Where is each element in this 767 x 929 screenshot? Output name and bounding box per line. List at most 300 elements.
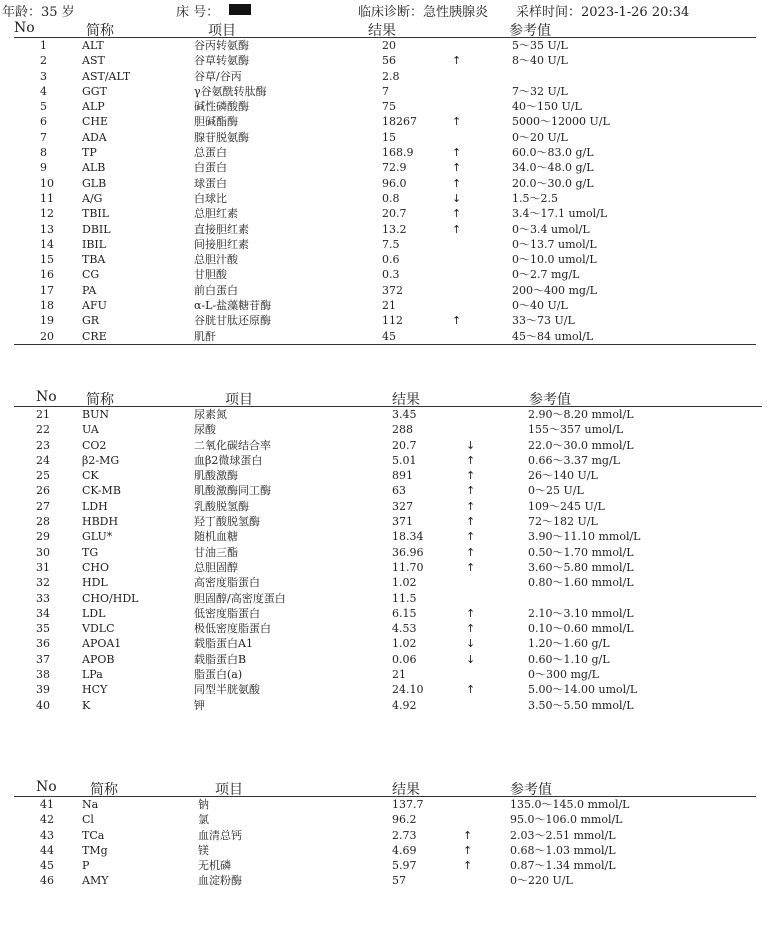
row-item: 总胆固醇 — [194, 560, 238, 574]
table-row — [0, 130, 767, 145]
row-item: 前白蛋白 — [194, 283, 238, 297]
row-item: 甘油三酯 — [194, 545, 238, 559]
row-result: 18.34 — [392, 530, 424, 544]
table-row — [0, 652, 767, 667]
row-reference: 155～357 umol/L — [528, 423, 624, 437]
row-result: 0.8 — [382, 191, 400, 205]
row-no: 1 — [40, 39, 47, 52]
table-row — [0, 545, 767, 560]
row-item: 总胆红素 — [194, 207, 238, 221]
high-flag-icon: ↑ — [466, 484, 476, 498]
row-reference: 0～10.0 umol/L — [512, 253, 597, 267]
row-no: 29 — [36, 530, 50, 544]
row-reference: 22.0～30.0 mmol/L — [528, 438, 634, 452]
row-reference: 2.03～2.51 mmol/L — [510, 828, 616, 842]
bed-number-label: 床 号： — [176, 5, 220, 20]
row-result: 20 — [382, 39, 396, 52]
row-no: 9 — [40, 161, 47, 175]
row-reference: 3.50～5.50 mmol/L — [528, 698, 634, 712]
sample-time: 采样时间：2023-1-26 20:34 — [516, 5, 690, 20]
row-item: α-L-盐藻糖苷酶 — [194, 299, 272, 313]
header-item: 项目 — [225, 392, 253, 408]
row-result: 13.2 — [382, 222, 407, 236]
row-abbr: HDL — [82, 576, 108, 590]
row-no: 27 — [36, 499, 50, 513]
row-result: 11.70 — [392, 560, 424, 574]
table-row — [0, 828, 767, 843]
row-result: 112 — [382, 314, 403, 328]
table-row — [0, 575, 767, 590]
row-abbr: CHE — [82, 115, 109, 129]
table-row — [0, 858, 767, 873]
row-no: 46 — [40, 874, 54, 888]
row-reference: 33～73 U/L — [512, 314, 575, 328]
row-result: 63 — [392, 484, 406, 498]
row-no: 34 — [36, 606, 50, 620]
high-flag-icon: ↑ — [466, 683, 476, 697]
row-item: 球蛋白 — [194, 176, 227, 190]
row-reference: 0～20 U/L — [512, 130, 568, 144]
row-abbr: CHO/HDL — [82, 591, 139, 605]
table-row — [0, 667, 767, 682]
header-no: No — [36, 389, 57, 405]
row-reference: 2.90～8.20 mmol/L — [528, 408, 634, 421]
row-reference: 40～150 U/L — [512, 100, 582, 114]
row-item: 胆固醇/高密度蛋白 — [194, 591, 286, 605]
row-reference: 45～84 umol/L — [512, 329, 594, 343]
clinical-diagnosis: 临床诊断：急性胰腺炎 — [358, 5, 489, 20]
row-item: 甘胆酸 — [194, 268, 227, 282]
high-flag-icon: ↑ — [463, 843, 473, 857]
row-result: 327 — [392, 499, 413, 513]
table-row — [0, 797, 767, 812]
row-no: 30 — [36, 545, 50, 559]
row-abbr: CRE — [82, 329, 107, 343]
row-item: 血清总钙 — [198, 828, 242, 842]
row-reference: 0.80～1.60 mmol/L — [528, 576, 634, 590]
row-abbr: ALB — [82, 161, 106, 175]
row-item: 尿酸 — [194, 423, 216, 437]
row-abbr: TCa — [82, 828, 105, 842]
row-no: 5 — [40, 100, 47, 114]
row-abbr: Na — [82, 798, 99, 811]
row-item: 脂蛋白(a) — [194, 668, 243, 682]
row-reference: 8～40 U/L — [512, 54, 568, 68]
row-abbr: AMY — [82, 874, 109, 888]
row-item: 尿素氮 — [194, 408, 227, 421]
header-no: No — [14, 20, 35, 36]
row-abbr: TP — [82, 146, 97, 160]
header-no: No — [36, 779, 57, 795]
row-abbr: AFU — [82, 299, 107, 313]
section-divider — [14, 344, 756, 345]
row-no: 19 — [40, 314, 54, 328]
table-row — [0, 283, 767, 298]
row-no: 17 — [40, 283, 54, 297]
row-reference: 0.10～0.60 mmol/L — [528, 622, 634, 636]
row-abbr: LPa — [82, 668, 103, 682]
row-item: 镁 — [198, 843, 209, 857]
row-reference: 60.0～83.0 g/L — [512, 146, 594, 160]
high-flag-icon: ↑ — [466, 606, 476, 620]
row-item: 载脂蛋白A1 — [194, 637, 253, 651]
high-flag-icon: ↑ — [452, 222, 462, 236]
table-row — [0, 114, 767, 129]
row-result: 15 — [382, 130, 396, 144]
row-reference: 200～400 mg/L — [512, 283, 597, 297]
table-row — [0, 843, 767, 858]
row-no: 3 — [40, 69, 47, 83]
header-item: 项目 — [215, 782, 243, 798]
table-row — [0, 329, 767, 344]
row-reference: 0～300 mg/L — [528, 668, 599, 682]
table-row — [0, 206, 767, 221]
row-no: 33 — [36, 591, 50, 605]
header-item: 项目 — [208, 23, 236, 39]
high-flag-icon: ↑ — [466, 499, 476, 513]
high-flag-icon: ↑ — [463, 828, 473, 842]
row-item: 谷草转氨酶 — [194, 54, 249, 68]
row-item: 直接胆红素 — [194, 222, 249, 236]
row-abbr: Cl — [82, 813, 94, 827]
row-result: 288 — [392, 423, 413, 437]
row-reference: 5.00～14.00 umol/L — [528, 683, 638, 697]
row-result: 0.3 — [382, 268, 400, 282]
row-no: 8 — [40, 146, 47, 160]
row-reference: 0～25 U/L — [528, 484, 584, 498]
row-abbr: CK — [82, 469, 99, 483]
table-row — [0, 499, 767, 514]
table-row — [0, 69, 767, 84]
row-reference: 26～140 U/L — [528, 469, 598, 483]
row-no: 6 — [40, 115, 47, 129]
row-result: 7 — [382, 84, 389, 98]
row-reference: 0.60～1.10 g/L — [528, 652, 610, 666]
row-no: 11 — [40, 191, 54, 205]
row-abbr: ALP — [82, 100, 105, 114]
row-item: 间接胆红素 — [194, 237, 249, 251]
row-result: 4.92 — [392, 698, 417, 712]
row-abbr: DBIL — [82, 222, 111, 236]
row-no: 7 — [40, 130, 47, 144]
row-no: 18 — [40, 299, 54, 313]
row-no: 4 — [40, 84, 47, 98]
row-result: 36.96 — [392, 545, 424, 559]
column-header-row — [0, 388, 767, 406]
row-reference: 0～13.7 umol/L — [512, 237, 597, 251]
row-no: 20 — [40, 329, 54, 343]
row-result: 24.10 — [392, 683, 424, 697]
row-reference: 95.0～106.0 mmol/L — [510, 813, 623, 827]
row-result: 5.01 — [392, 453, 417, 467]
patient-age: 年龄：35 岁 — [2, 5, 75, 20]
low-flag-icon: ↓ — [466, 438, 476, 452]
row-abbr: BUN — [82, 408, 109, 421]
table-row — [0, 468, 767, 483]
row-item: 高密度脂蛋白 — [194, 576, 260, 590]
table-row — [0, 145, 767, 160]
row-abbr: LDH — [82, 499, 108, 513]
row-item: 总蛋白 — [194, 146, 227, 160]
row-abbr: PA — [82, 283, 97, 297]
header-reference: 参考值 — [509, 23, 551, 39]
row-item: 腺苷脱氨酶 — [194, 130, 249, 144]
row-no: 16 — [40, 268, 54, 282]
row-no: 24 — [36, 453, 50, 467]
row-no: 10 — [40, 176, 54, 190]
row-reference: 0～3.4 umol/L — [512, 222, 590, 236]
row-abbr: GLB — [82, 176, 107, 190]
row-reference: 3.4～17.1 umol/L — [512, 207, 608, 221]
row-abbr: CK-MB — [82, 484, 121, 498]
row-item: 无机磷 — [198, 859, 231, 873]
table-row — [0, 191, 767, 206]
row-reference: 34.0～48.0 g/L — [512, 161, 594, 175]
row-abbr: TMg — [82, 843, 108, 857]
header-abbr: 简称 — [90, 782, 118, 798]
header-result: 结果 — [392, 782, 420, 798]
row-abbr: ADA — [82, 130, 107, 144]
table-row — [0, 453, 767, 468]
row-result: 137.7 — [392, 798, 424, 811]
high-flag-icon: ↑ — [466, 515, 476, 529]
row-no: 38 — [36, 668, 50, 682]
row-item: 钾 — [194, 698, 205, 712]
row-abbr: HBDH — [82, 515, 119, 529]
row-result: 11.5 — [392, 591, 417, 605]
row-result: 72.9 — [382, 161, 407, 175]
high-flag-icon: ↑ — [452, 176, 462, 190]
row-result: 1.02 — [392, 576, 417, 590]
row-abbr: TBIL — [82, 207, 110, 221]
results-section-1 — [0, 19, 767, 345]
row-no: 25 — [36, 469, 50, 483]
row-no: 40 — [36, 698, 50, 712]
row-reference: 0.68～1.03 mmol/L — [510, 843, 616, 857]
row-result: 75 — [382, 100, 396, 114]
row-no: 28 — [36, 515, 50, 529]
row-abbr: APOA1 — [82, 637, 122, 651]
row-no: 12 — [40, 207, 54, 221]
row-reference: 5～35 U/L — [512, 39, 568, 52]
row-item: 载脂蛋白B — [194, 652, 247, 666]
row-item: 谷丙转氨酶 — [194, 39, 249, 52]
header-result: 结果 — [392, 392, 420, 408]
row-abbr: IBIL — [82, 237, 107, 251]
report-header — [0, 0, 767, 18]
row-abbr: AST — [82, 54, 105, 68]
header-reference: 参考值 — [510, 782, 552, 798]
row-no: 36 — [36, 637, 50, 651]
high-flag-icon: ↑ — [466, 530, 476, 544]
row-result: 168.9 — [382, 146, 414, 160]
row-no: 45 — [40, 859, 54, 873]
table-row — [0, 483, 767, 498]
row-item: 随机血糖 — [194, 530, 238, 544]
row-result: 5.97 — [392, 859, 417, 873]
row-result: 2.8 — [382, 69, 400, 83]
high-flag-icon: ↑ — [452, 161, 462, 175]
row-abbr: CG — [82, 268, 100, 282]
row-abbr: APOB — [82, 652, 115, 666]
row-result: 372 — [382, 283, 403, 297]
row-result: 4.53 — [392, 622, 417, 636]
high-flag-icon: ↑ — [463, 859, 473, 873]
row-item: 极低密度脂蛋白 — [194, 622, 271, 636]
row-reference: 0～220 U/L — [510, 874, 573, 888]
row-result: 4.69 — [392, 843, 417, 857]
row-abbr: P — [82, 859, 90, 873]
high-flag-icon: ↑ — [452, 207, 462, 221]
row-no: 23 — [36, 438, 50, 452]
high-flag-icon: ↑ — [466, 453, 476, 467]
row-item: 乳酸脱氢酶 — [194, 499, 249, 513]
column-header-row — [0, 778, 767, 796]
row-result: 20.7 — [382, 207, 407, 221]
table-row — [0, 636, 767, 651]
row-result: 7.5 — [382, 237, 400, 251]
row-no: 35 — [36, 622, 50, 636]
table-row — [0, 38, 767, 53]
row-result: 56 — [382, 54, 396, 68]
row-reference: 0.87～1.34 mmol/L — [510, 859, 616, 873]
row-reference: 20.0～30.0 g/L — [512, 176, 594, 190]
row-no: 31 — [36, 560, 50, 574]
row-abbr: ALT — [82, 39, 104, 52]
row-abbr: GLU* — [82, 530, 113, 544]
header-result: 结果 — [368, 23, 396, 39]
row-no: 14 — [40, 237, 54, 251]
row-no: 39 — [36, 683, 50, 697]
row-abbr: TG — [82, 545, 99, 559]
row-reference: 0.66～3.37 mg/L — [528, 453, 620, 467]
row-abbr: AST/ALT — [82, 69, 131, 83]
table-row — [0, 313, 767, 328]
table-row — [0, 160, 767, 175]
table-row — [0, 698, 767, 713]
bed-number-redaction — [229, 4, 251, 15]
row-result: 57 — [392, 874, 406, 888]
table-row — [0, 222, 767, 237]
row-item: γ谷氨酰转肽酶 — [194, 84, 267, 98]
table-row — [0, 84, 767, 99]
high-flag-icon: ↑ — [452, 314, 462, 328]
table-row — [0, 591, 767, 606]
results-section-2 — [0, 388, 767, 713]
row-abbr: GR — [82, 314, 100, 328]
row-result: 96.2 — [392, 813, 417, 827]
row-no: 42 — [40, 813, 54, 827]
high-flag-icon: ↑ — [466, 622, 476, 636]
row-reference: 7～32 U/L — [512, 84, 568, 98]
row-reference: 2.10～3.10 mmol/L — [528, 606, 634, 620]
high-flag-icon: ↑ — [452, 54, 462, 68]
row-result: 21 — [392, 668, 406, 682]
header-abbr: 简称 — [86, 23, 114, 39]
row-item: 氯 — [198, 813, 209, 827]
low-flag-icon: ↓ — [466, 637, 476, 651]
row-result: 45 — [382, 329, 396, 343]
row-result: 0.06 — [392, 652, 417, 666]
row-no: 43 — [40, 828, 54, 842]
table-row — [0, 560, 767, 575]
row-item: 胆碱酯酶 — [194, 115, 238, 129]
table-row — [0, 298, 767, 313]
high-flag-icon: ↑ — [466, 545, 476, 559]
row-reference: 1.20～1.60 g/L — [528, 637, 610, 651]
row-reference: 0～2.7 mg/L — [512, 268, 580, 282]
row-reference: 135.0～145.0 mmol/L — [510, 798, 630, 811]
row-reference: 1.5～2.5 — [512, 191, 558, 205]
high-flag-icon: ↑ — [466, 469, 476, 483]
row-reference: 5000～12000 U/L — [512, 115, 610, 129]
table-row — [0, 53, 767, 68]
row-abbr: GGT — [82, 84, 107, 98]
row-item: 血β2微球蛋白 — [194, 453, 263, 467]
row-abbr: UA — [82, 423, 99, 437]
row-item: 肌酸激酶同工酶 — [194, 484, 271, 498]
row-reference: 3.90～11.10 mmol/L — [528, 530, 641, 544]
row-no: 22 — [36, 423, 50, 437]
table-row — [0, 267, 767, 282]
row-item: 白蛋白 — [194, 161, 227, 175]
row-item: 肌酸激酶 — [194, 469, 238, 483]
row-item: 羟丁酸脱氢酶 — [194, 515, 260, 529]
table-row — [0, 252, 767, 267]
row-result: 18267 — [382, 115, 417, 129]
row-result: 20.7 — [392, 438, 417, 452]
row-reference: 109～245 U/L — [528, 499, 605, 513]
low-flag-icon: ↓ — [466, 652, 476, 666]
row-result: 3.45 — [392, 408, 417, 421]
results-section-3 — [0, 778, 767, 889]
table-row — [0, 621, 767, 636]
row-result: 1.02 — [392, 637, 417, 651]
row-item: 肌酐 — [194, 329, 216, 343]
row-abbr: TBA — [82, 253, 106, 267]
row-no: 15 — [40, 253, 54, 267]
row-abbr: CHO — [82, 560, 110, 574]
table-row — [0, 606, 767, 621]
row-item: 碱性磷酸酶 — [194, 100, 249, 114]
row-reference: 3.60～5.80 mmol/L — [528, 560, 634, 574]
table-row — [0, 529, 767, 544]
row-item: 白球比 — [194, 191, 227, 205]
table-row — [0, 873, 767, 888]
table-row — [0, 422, 767, 437]
row-result: 0.6 — [382, 253, 400, 267]
row-abbr: CO2 — [82, 438, 107, 452]
row-result: 96.0 — [382, 176, 407, 190]
high-flag-icon: ↑ — [452, 115, 462, 129]
low-flag-icon: ↓ — [452, 191, 462, 205]
row-item: 总胆汁酸 — [194, 253, 238, 267]
row-item: 钠 — [198, 798, 209, 811]
row-item: 谷草/谷丙 — [194, 69, 242, 83]
row-abbr: VDLC — [82, 622, 115, 636]
table-row — [0, 514, 767, 529]
high-flag-icon: ↑ — [452, 146, 462, 160]
row-result: 6.15 — [392, 606, 417, 620]
row-no: 13 — [40, 222, 54, 236]
row-no: 41 — [40, 798, 54, 811]
row-result: 891 — [392, 469, 413, 483]
row-abbr: K — [82, 698, 91, 712]
row-no: 21 — [36, 408, 50, 421]
table-row — [0, 682, 767, 697]
high-flag-icon: ↑ — [466, 560, 476, 574]
row-abbr: HCY — [82, 683, 108, 697]
